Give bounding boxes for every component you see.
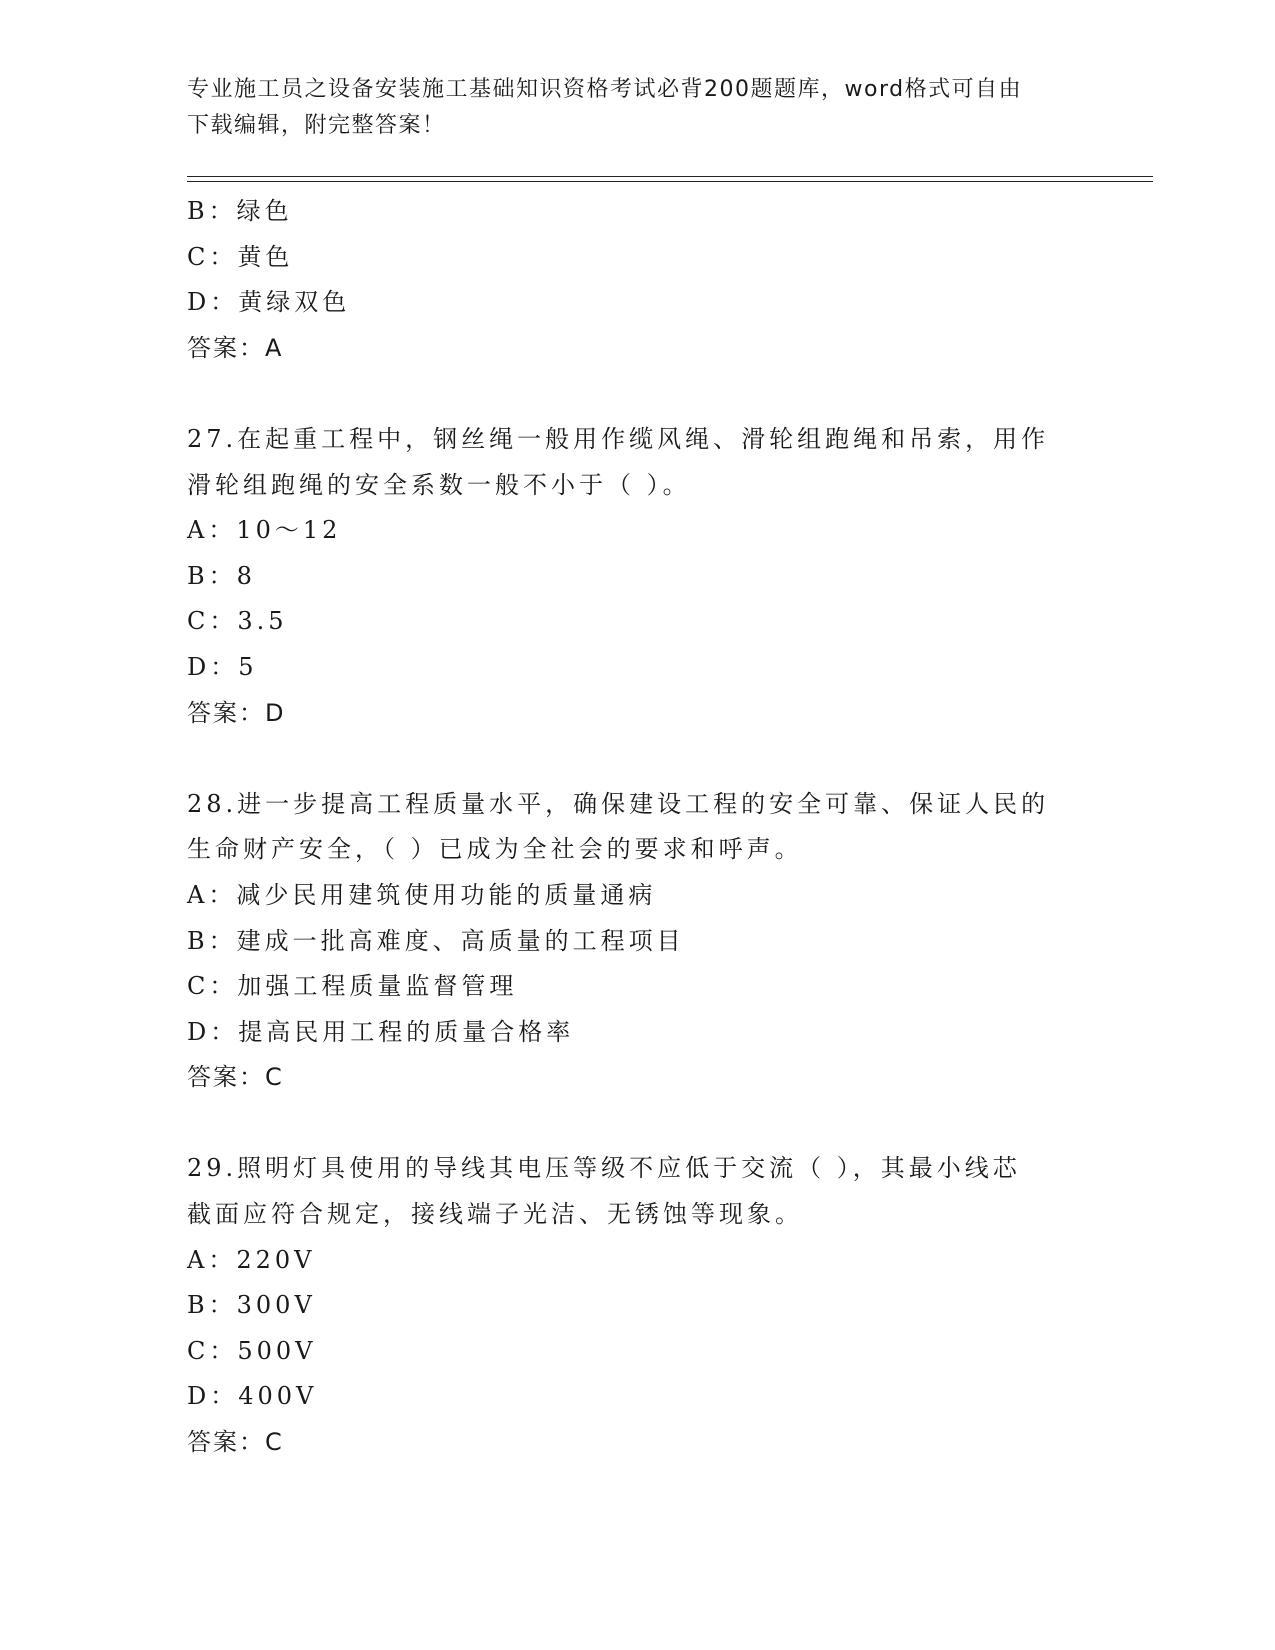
question-list	[187, 189, 1107, 1466]
option-b: B：绿色	[187, 197, 293, 225]
header-title-line-2: 下载编辑，附完整答案！	[187, 113, 446, 138]
option-d: D：提高民用工程的质量合格率	[187, 1017, 575, 1046]
option-c: C：加强工程质量监督管理	[187, 972, 518, 1001]
header-divider-top	[187, 176, 1153, 177]
answer-line: 答案：C	[187, 1063, 284, 1092]
option-a: A：10～12	[187, 516, 342, 545]
header-title-line-1: 专业施工员之设备安装施工基础知识资格考试必背200题题库，word格式可自由	[187, 77, 1023, 102]
document-header	[187, 72, 1087, 144]
option-d: D：5	[187, 652, 258, 681]
question-27	[187, 417, 1107, 736]
option-a: A：220V	[187, 1245, 316, 1274]
option-a: A：减少民用建筑使用功能的质量通病	[187, 880, 657, 909]
answer-line: 答案：D	[187, 698, 286, 727]
question-text-line-2: 生命财产安全，（ ）已成为全社会的要求和呼声。	[187, 835, 803, 864]
question-text-line-2: 滑轮组跑绳的安全系数一般不小于（ ）。	[187, 470, 691, 499]
answer-line: 答案：C	[187, 1428, 284, 1457]
question-28	[187, 782, 1107, 1101]
option-c: C：3.5	[187, 607, 288, 636]
option-b: B：8	[187, 561, 256, 590]
option-c: C：黄色	[187, 242, 294, 271]
option-b: B：300V	[187, 1291, 316, 1320]
option-d: D：400V	[187, 1382, 318, 1411]
question-text-line-1: 29.照明灯具使用的导线其电压等级不应低于交流（ ），其最小线芯	[187, 1154, 1021, 1183]
option-c: C：500V	[187, 1336, 317, 1365]
answer-line: 答案：A	[187, 333, 284, 362]
question-text-line-2: 截面应符合规定，接线端子光洁、无锈蚀等现象。	[187, 1200, 803, 1229]
question-continuation	[187, 189, 1107, 371]
option-b: B：建成一批高难度、高质量的工程项目	[187, 926, 685, 955]
question-text-line-1: 27.在起重工程中，钢丝绳一般用作缆风绳、滑轮组跑绳和吊索，用作	[187, 424, 1050, 453]
question-text-line-1: 28.进一步提高工程质量水平，确保建设工程的安全可靠、保证人民的	[187, 789, 1050, 818]
header-divider-bottom	[187, 181, 1153, 182]
option-d: D：黄绿双色	[187, 288, 351, 317]
question-29	[187, 1146, 1107, 1465]
